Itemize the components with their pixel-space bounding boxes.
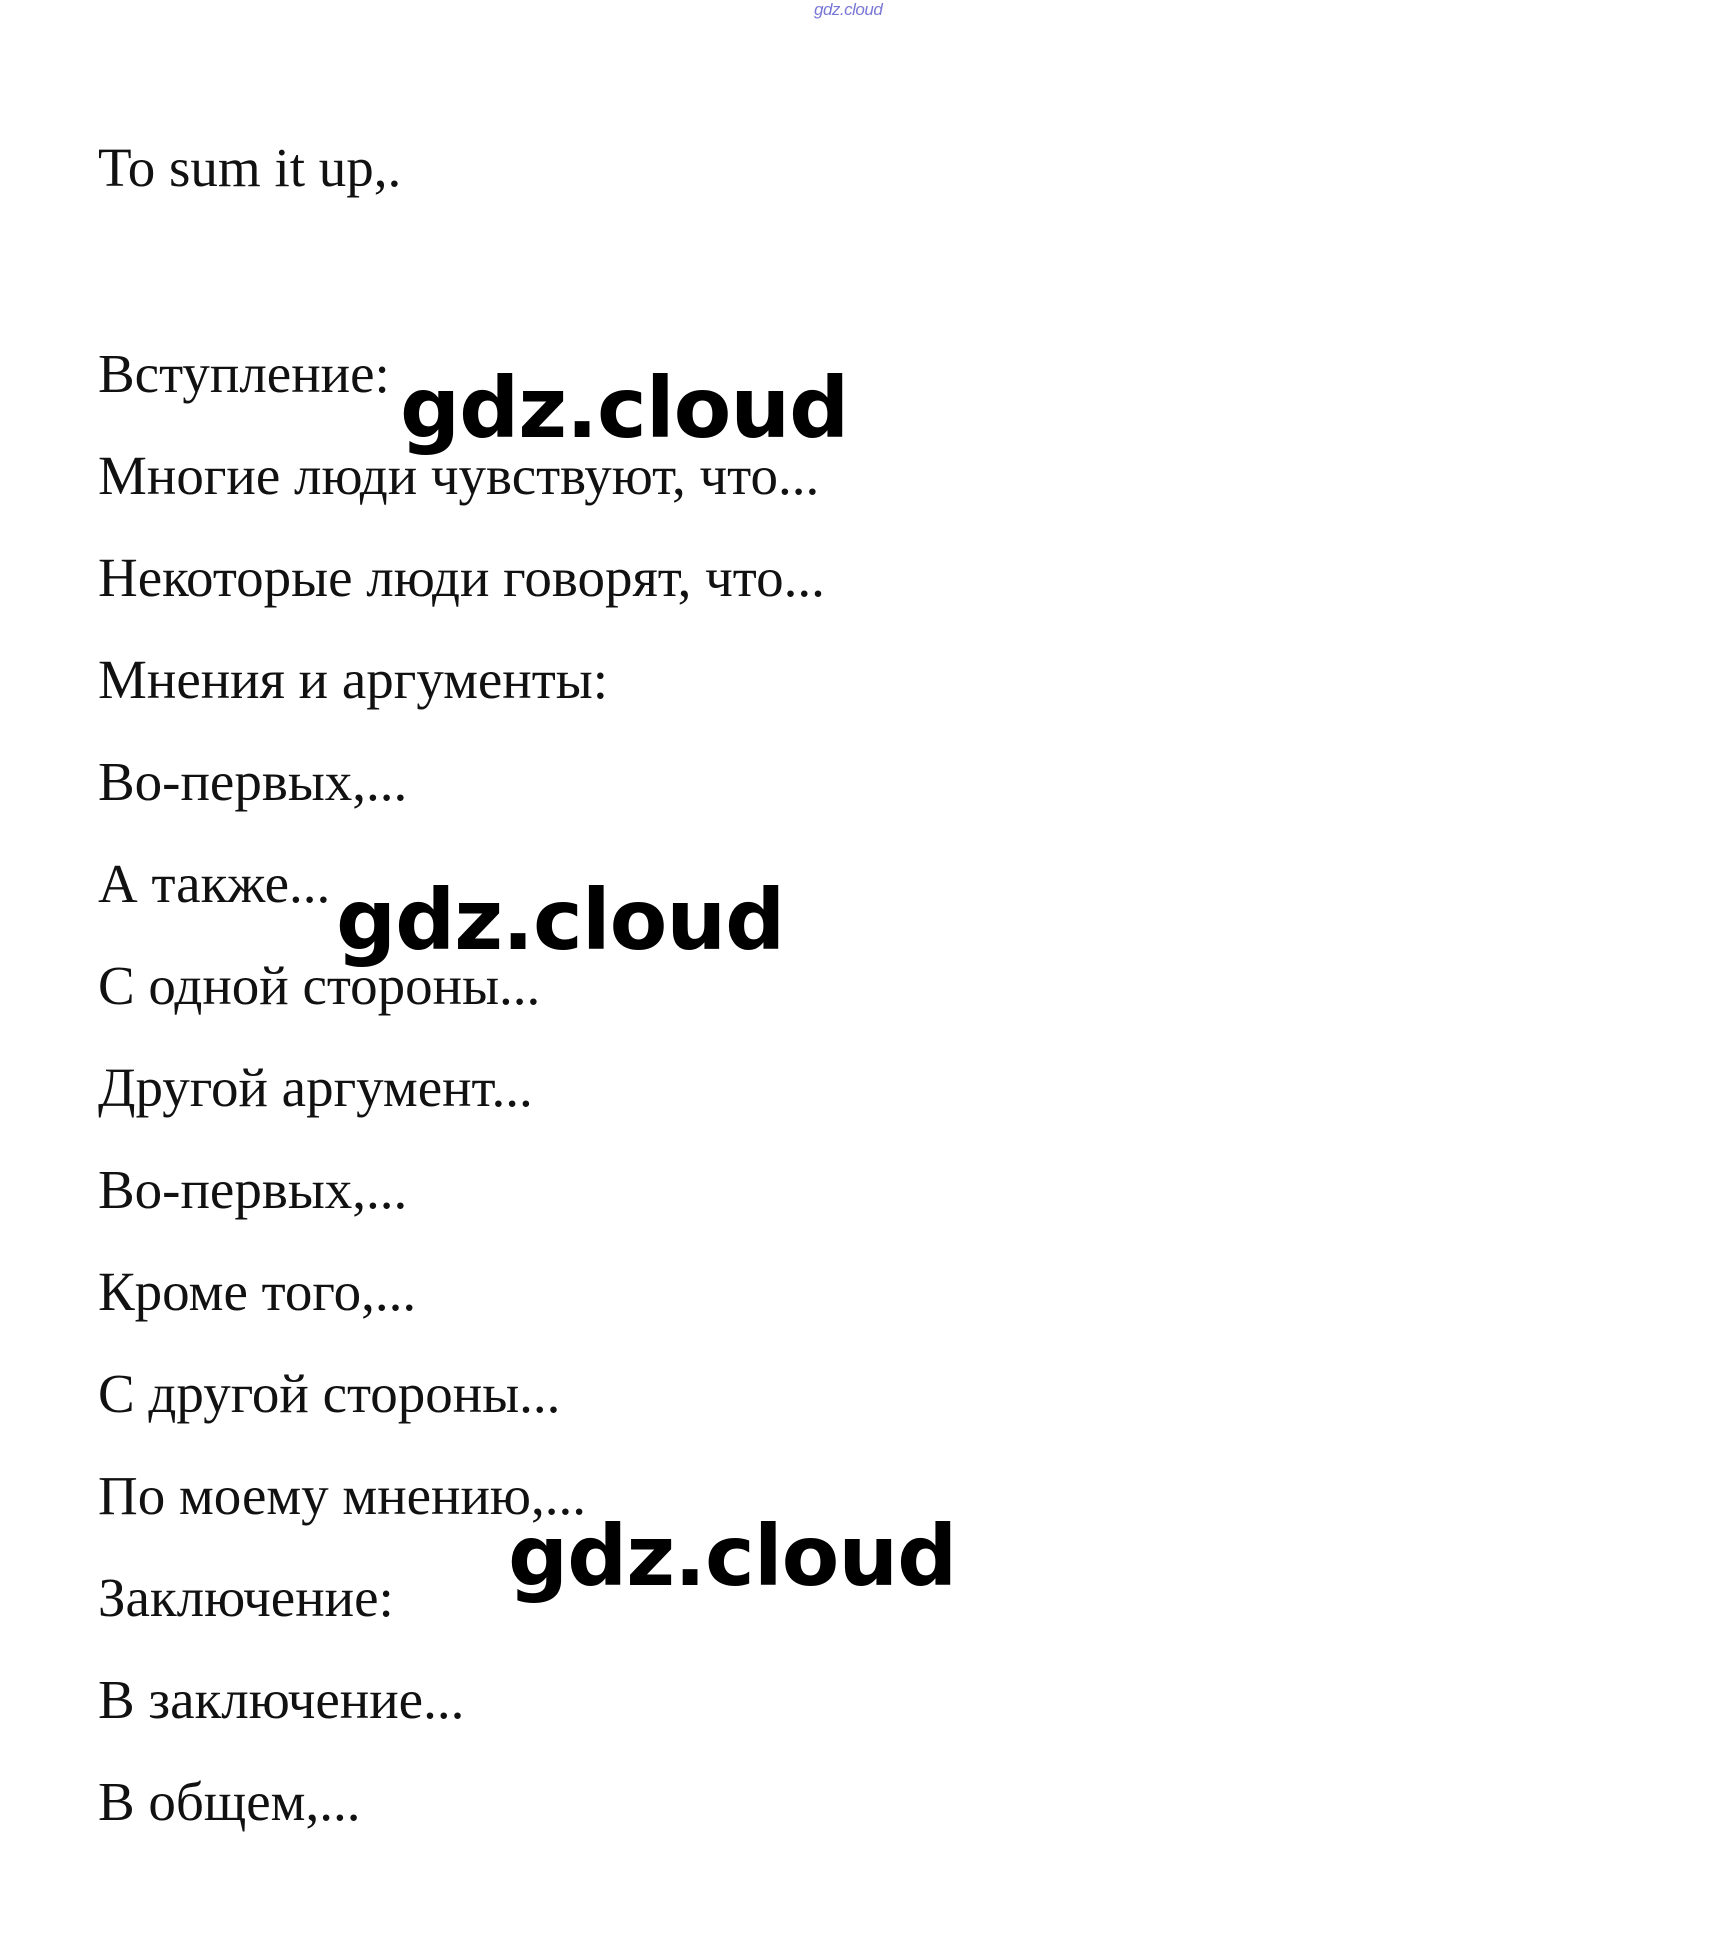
text-line: Многие люди чувствуют, что... (98, 445, 820, 506)
watermark: gdz.cloud (400, 359, 849, 457)
text-line-opinions-heading: Мнения и аргументы: (98, 649, 609, 710)
text-line: В заключение... (98, 1669, 465, 1730)
text-line: А также... (98, 853, 331, 914)
text-line: Другой аргумент... (98, 1057, 533, 1118)
site-mark: gdz.cloud (814, 0, 883, 19)
watermark: gdz.cloud (336, 871, 785, 969)
watermark: gdz.cloud (508, 1507, 957, 1605)
text-line: Некоторые люди говорят, что... (98, 547, 825, 608)
text-line: С одной стороны... (98, 955, 541, 1016)
text-line-conclusion-heading: Заключение: (98, 1567, 394, 1628)
text-line: С другой стороны... (98, 1363, 561, 1424)
text-line: Во-первых,... (98, 1159, 408, 1220)
text-line: В общем,... (98, 1771, 361, 1832)
text-line: По моему мнению,... (98, 1465, 587, 1526)
text-line: Во-первых,... (98, 751, 408, 812)
text-line: Кроме того,... (98, 1261, 417, 1322)
text-line-intro-heading: Вступление: (98, 343, 390, 404)
text-line-summary: To sum it up,. (98, 137, 402, 198)
